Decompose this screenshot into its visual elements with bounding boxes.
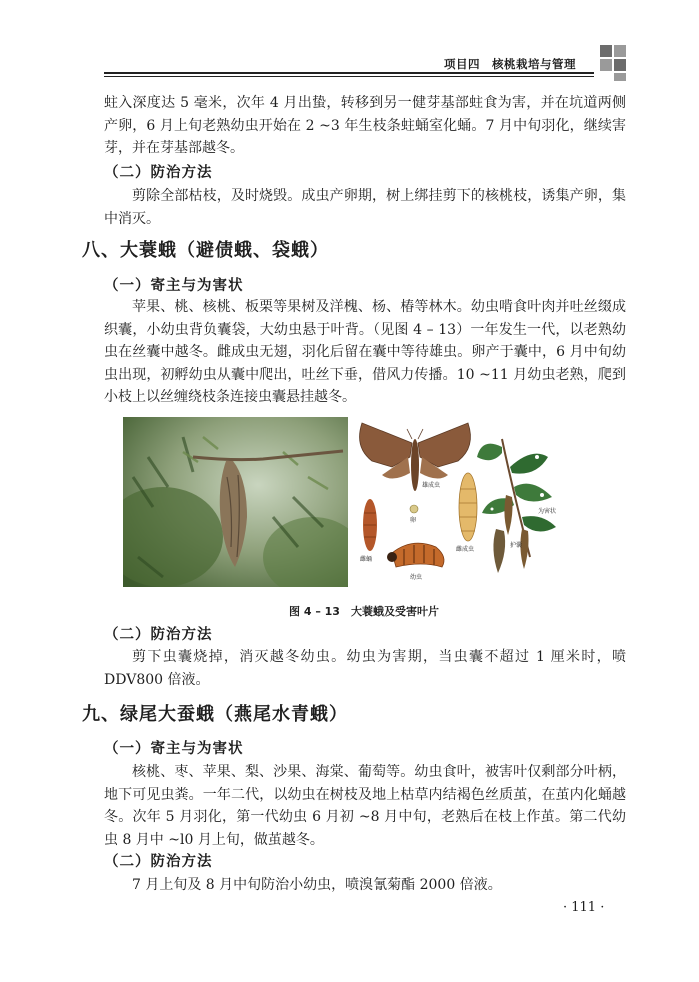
figure-caption: 图 4 – 13 大蓑蛾及受害叶片 (289, 605, 439, 618)
bagworm-photo (123, 417, 348, 587)
sec8-control-heading: （二）防治方法 (104, 627, 213, 643)
female-adult-figure (459, 473, 477, 541)
label-bag: 护囊 (510, 542, 523, 549)
label-egg: 卵 (410, 517, 417, 524)
sec7-control-heading: （二）防治方法 (104, 165, 213, 181)
sec9-host-heading: （一）寄主与为害状 (104, 741, 244, 757)
egg-figure (410, 505, 418, 513)
sec9-host-text: 核桃、枣、苹果、梨、沙果、海棠、葡萄等。幼虫食叶，被害叶仅剩部分叶柄，地下可见虫粪。一年二代，以幼虫在树枝及地上枯草内结褐色丝质茧，在茧内化蛹越冬。次年 5 月羽化，第一代幼虫 6 月初 ~8 月中旬，老熟后在枝上作茧。第二代幼虫 8 月中 ~l0 月上旬，做茧越冬。 (104, 764, 626, 848)
page-number: · 111 · (563, 900, 605, 915)
header-rule (104, 72, 594, 74)
sec8-host-text: 苹果、桃、核桃、板栗等果树及洋槐、杨、椿等林木。幼虫啃食叶肉并吐丝缀成织囊，小幼虫背负囊袋，大幼虫悬于叶背。（见图 4 – 13）一年发生一代，以老熟幼虫在丝囊中越冬。雌成虫无翅，羽化后留在囊中等待雄虫。卵产于囊中，6 月中旬幼虫出现，初孵幼虫从囊中爬出，吐丝下垂，借风力传播。10 ~11 月幼虫老熟，爬到小枝上以丝缠绕枝条连接虫囊悬挂越冬。 (104, 299, 626, 405)
running-header-title: 项目四 核桃栽培与管理 (444, 57, 576, 71)
sec9-control-heading: （二）防治方法 (104, 854, 213, 870)
bagworm-lifecycle-diagram (352, 417, 585, 587)
sec9-title: 九、绿尾大蚕蛾（燕尾水青蛾） (82, 704, 348, 725)
sec8-control-text: 剪下虫囊烧掉，消灭越冬幼虫。幼虫为害期，当虫囊不超过 1 厘米时，喷 DDV800 倍液。 (104, 649, 626, 688)
sec8-title: 八、大蓑蛾（避债蛾、袋蛾） (82, 240, 329, 261)
header-rule-thin (104, 76, 594, 77)
female-pupa-figure (363, 499, 377, 551)
sec8-host-heading: （一）寄主与为害状 (104, 278, 244, 294)
sec9-control-text: 7 月上旬及 8 月中旬防治小幼虫，喷溴氰菊酯 2000 倍液。 (132, 877, 502, 893)
label-female-pupa: 雌蛹 (360, 556, 373, 563)
label-damage: 为害状 (538, 508, 557, 515)
label-larva: 幼虫 (410, 574, 423, 581)
label-female-adult: 雌成虫 (456, 546, 475, 553)
label-male-adult: 雄成虫 (422, 482, 441, 489)
intro-paragraph: 蛀入深度达 5 毫米，次年 4 月出蛰，转移到另一健芽基部蛀食为害，并在坑道两侧产卵，6 月上旬老熟幼虫开始在 2 ~3 年生枝条蛀蛹室化蛹。7 月中旬羽化，继续害芽，并在芽基部越冬。 (104, 95, 626, 156)
sec7-control-text: 剪除全部枯枝，及时烧毁。成虫产卵期，树上绑挂剪下的核桃枝，诱集产卵，集中消灭。 (104, 188, 626, 227)
